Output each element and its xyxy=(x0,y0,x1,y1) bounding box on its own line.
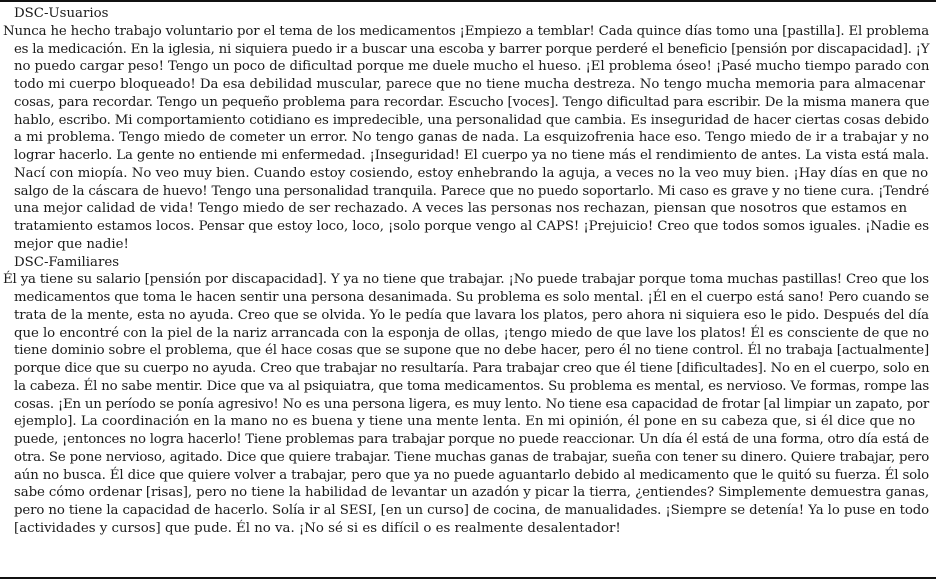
section-title-familiares: DSC-Familiares xyxy=(14,254,120,270)
text-line: pero no tiene la capacidad de hacerlo. Solía ir al SESI, [en un curso] de cocina, de manualidades. ¡Siempre se detenía! Ya lo puse en todo xyxy=(14,503,930,518)
text-line: puede, ¡entonces no logra hacerlo! Tiene problemas para trabajar porque no puede reaccionar. Un día él está de una forma, otro día está de xyxy=(14,432,929,447)
text-line: es la medicación. En la iglesia, ni siquiera puedo ir a buscar una escoba y barrer porque perderé el beneficio [pensión por discapacidad]. ¡Y xyxy=(14,41,930,57)
text-line: una mejor calidad de vida! Tengo miedo de ser rechazado. A veces las personas nos rechazan, piensan que nosotros que estamos en xyxy=(14,201,908,217)
text-line: mejor que nadie! xyxy=(14,236,129,252)
text-line: tratamiento estamos locos. Pensar que estoy loco, loco, ¡solo porque vengo al CAPS! ¡Prejuicio! Creo que todos somos iguales. ¡Nadie es xyxy=(14,219,929,234)
top-border-rule xyxy=(0,0,936,2)
text-line: Él ya tiene su salario [pensión por discapacidad]. Y ya no tiene que trabajar. ¡No puede trabajar porque toma muchas pastillas! Creo que los xyxy=(3,272,929,288)
text-line: todo mi cuerpo bloqueado! Da esa debilidad muscular, parece que no tiene mucha destreza. No tengo mucha memoria para almacenar xyxy=(14,77,926,92)
section-body-familiares xyxy=(3,271,931,537)
text-line: trata de la mente, esta no ayuda. Creo que se olvida. Yo le pedía que lavara los platos, pero ahora ni siquiera eso le pido. Después del día xyxy=(14,307,929,323)
text-line: que lo encontré con la piel de la nariz arrancada con la esponja de ollas, ¡tengo miedo de que lave los platos! Él es consciente de que no xyxy=(14,325,929,341)
section-familiares xyxy=(3,254,931,538)
text-line: sabe cómo ordenar [risas], pero no tiene la habilidad de levantar un azadón y picar la tierra, ¿entiendes? Simplemente demuestra ganas, xyxy=(14,485,929,501)
document-content xyxy=(3,5,931,538)
bottom-border-rule xyxy=(0,577,936,579)
text-line: a mi problema. Tengo miedo de cometer un error. No tengo ganas de nada. La esquizofrenia hace eso. Tengo miedo de ir a trabajar y no xyxy=(14,130,929,146)
text-line: Nací con miopía. No veo muy bien. Cuando estoy cosiendo, estoy enhebrando la aguja, a veces no la veo muy bien. ¡Hay días en que no xyxy=(14,165,929,181)
text-line: lograr hacerlo. La gente no entiende mi enfermedad. ¡Inseguridad! El cuerpo ya no tiene más el rendimiento de antes. La vista está mala. xyxy=(14,148,930,163)
text-line: porque dice que su cuerpo no ayuda. Creo que trabajar no resultaría. Para trabajar creo que él tiene [dificultades]. No en el cuerpo, solo en xyxy=(14,361,930,376)
text-line: aún no busca. Él dice que quiere volver a trabajar, pero que ya no puede aguantarlo debido al medicamento que le quitó su fuerza. Él solo xyxy=(14,467,929,483)
text-line: salgo de la cáscara de huevo! Tengo una personalidad tranquila. Parece que no puedo soportarlo. Mi caso es grave y no tiene cura. ¡Tendré xyxy=(14,183,930,199)
section-body-usuarios xyxy=(3,23,931,254)
text-line: tiene dominio sobre el problema, que él hace cosas que se supone que no debe hacer, pero él no tiene control. Él no trabaja [actualmente] xyxy=(14,343,929,359)
text-line: hablo, escribo. Mi comportamiento cotidiano es impredecible, una personalidad que cambia. Es inseguridad de hacer ciertas cosas debido xyxy=(14,112,929,128)
text-line: ejemplo]. La coordinación en la mano no es buena y tiene una mente lenta. En mi opinión, él pone en su cabeza que, si él dice que no xyxy=(14,414,916,430)
text-line: no puedo cargar peso! Tengo un poco de dificultad porque me duele mucho el hueso. ¡El problema óseo! ¡Pasé mucho tiempo parado con xyxy=(14,59,930,75)
text-line: [actividades y cursos] que pude. Él no va. ¡No sé si es difícil o es realmente desalentador! xyxy=(14,520,621,536)
text-line: medicamentos que toma le hacen sentir una persona desanimada. Su problema es solo mental. ¡Él en el cuerpo está sano! Pero cuando se xyxy=(14,290,929,305)
text-line: cosas. ¡En un período se ponía agresivo! No es una persona ligera, es muy lento. No tiene esa capacidad de frotar [al limpiar un zapato, por xyxy=(14,396,930,412)
text-line: la cabeza. Él no sabe mentir. Dice que va al psiquiatra, que toma medicamentos. Su problema es mental, es nervioso. Ve formas, rompe las xyxy=(14,378,930,394)
section-title-usuarios: DSC-Usuarios xyxy=(14,6,109,21)
text-line: cosas, para recordar. Tengo un pequeño problema para recordar. Escucho [voces]. Tengo dificultad para escribir. De la misma manera que xyxy=(14,94,930,110)
text-line: Nunca he hecho trabajo voluntario por el tema de los medicamentos ¡Empiezo a temblar! Cada quince días tomo una [pastilla]. El problema xyxy=(3,23,930,39)
section-usuarios xyxy=(3,5,931,254)
text-line: otra. Se pone nervioso, agitado. Dice que quiere trabajar. Tiene muchas ganas de trabajar, sueña con tener su dinero. Quiere trabajar, pero xyxy=(14,449,930,465)
